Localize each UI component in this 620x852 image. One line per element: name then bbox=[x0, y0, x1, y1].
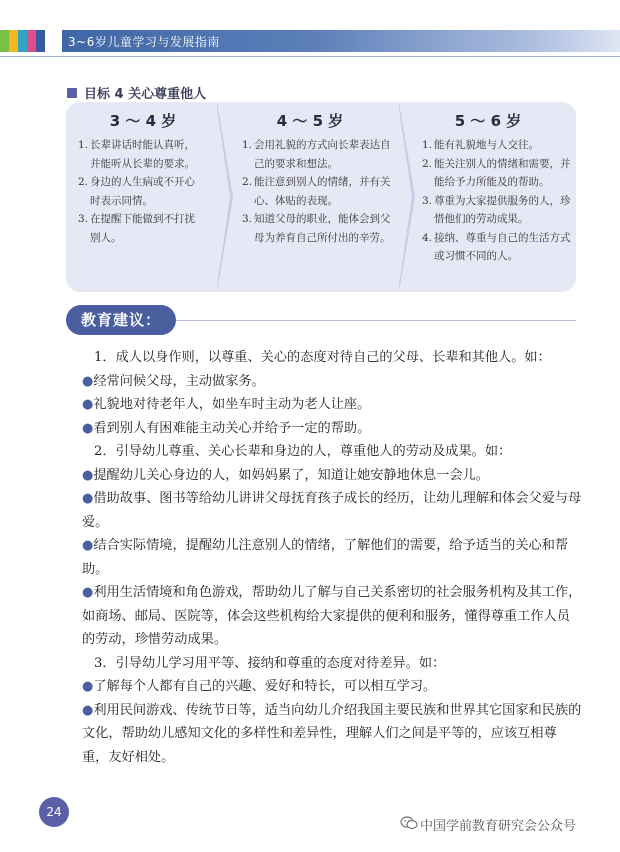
goal-title: 目标 4 关心尊重他人 bbox=[84, 87, 207, 102]
item-number: 1. bbox=[422, 139, 433, 151]
suggestions-heading: 教育建议： bbox=[66, 305, 176, 335]
item-text: 能注意到别人的情绪，并有关心、体贴的表现。 bbox=[254, 176, 391, 207]
paragraph-text: 了解每个人都有自己的兴趣、爱好和特长，可以相互学习。 bbox=[93, 679, 437, 694]
bullet-paragraph bbox=[70, 675, 582, 699]
age-card-4-5 bbox=[218, 102, 402, 292]
paragraph-text: 2．引导幼儿尊重、关心长辈和身边的人，尊重他人的劳动及成果。如： bbox=[94, 444, 512, 459]
header-color-strip bbox=[0, 30, 45, 52]
bullet-paragraph bbox=[70, 417, 582, 441]
item-number: 2. bbox=[422, 157, 433, 170]
item-number: 4. bbox=[422, 231, 433, 244]
age-goal-list bbox=[242, 136, 392, 247]
strip-cyan bbox=[18, 30, 27, 52]
list-item bbox=[422, 192, 572, 229]
bullet-icon: ● bbox=[82, 373, 94, 389]
age-label: 5 ～ 6 岁 bbox=[454, 112, 522, 130]
item-number: 3. bbox=[242, 213, 253, 225]
strip-pink bbox=[27, 30, 36, 52]
bullet-paragraph bbox=[70, 534, 582, 581]
age-goal-list bbox=[78, 136, 196, 247]
bullet-paragraph bbox=[70, 464, 582, 488]
running-header-title: 3~6岁儿童学习与发展指南 bbox=[68, 35, 220, 49]
age-label: 3 ～ 4 岁 bbox=[109, 112, 177, 130]
item-number: 2. bbox=[78, 176, 89, 188]
bullet-paragraph bbox=[70, 699, 582, 770]
item-text: 长辈讲话时能认真听，并能听从长辈的要求。 bbox=[90, 139, 195, 170]
item-text: 会用礼貌的方式向长辈表达自己的要求和想法。 bbox=[254, 139, 391, 170]
paragraph-text: 1．成人以身作则，以尊重、关心的态度对待自己的父母、长辈和其他人。如： bbox=[94, 350, 551, 365]
paragraph-text: 借助故事、图书等给幼儿讲讲父母抚育孩子成长的经历，让幼儿理解和体会父爱与母爱。 bbox=[82, 491, 582, 530]
bullet-paragraph bbox=[70, 393, 582, 417]
list-item bbox=[78, 173, 196, 210]
watermark-text: 中国学前教育研究会公众号 bbox=[420, 819, 577, 834]
paragraph-text: 利用生活情境和角色游戏，帮助幼儿了解与自己关系密切的社会服务机构及其工作，如商场、邮局、医院等，体会这些机构给大家提供的便利和服务，懂得尊重工作人员的劳动，珍惜劳动成果。 bbox=[82, 585, 582, 647]
item-text: 能关注别人的情绪和需要，并能给予力所能及的帮助。 bbox=[434, 157, 571, 188]
paragraph-text: 利用民间游戏、传统节日等，适当向幼儿介绍我国主要民族和世界其它国家和民族的文化，帮助幼儿感知文化的多样性和差异性，理解人们之间是平等的，应该互相尊重，友好相处。 bbox=[82, 702, 582, 765]
list-item bbox=[242, 173, 392, 210]
item-number: 2. bbox=[242, 176, 253, 188]
chevron-fill bbox=[398, 102, 412, 292]
age-label: 4 ～ 5 岁 bbox=[276, 112, 344, 130]
page-number-badge: 24 bbox=[39, 797, 69, 827]
numbered-paragraph bbox=[70, 652, 582, 676]
age-goal-list bbox=[422, 136, 572, 266]
list-item bbox=[242, 210, 392, 247]
list-item bbox=[242, 136, 392, 173]
strip-yellow bbox=[9, 30, 18, 52]
item-number: 1. bbox=[78, 139, 89, 151]
paragraph-text: 3．引导幼儿学习用平等、接纳和尊重的态度对待差异。如： bbox=[94, 655, 446, 671]
numbered-paragraph bbox=[70, 346, 582, 370]
header-divider bbox=[0, 56, 620, 57]
bullet-icon: ● bbox=[82, 538, 94, 553]
age-stage-cards bbox=[66, 102, 576, 292]
list-item bbox=[78, 210, 196, 247]
paragraph-text: 提醒幼儿关心身边的人，如妈妈累了，知道让她安静地休息一会儿。 bbox=[93, 467, 489, 483]
strip-green bbox=[0, 30, 9, 52]
age-card-3-4 bbox=[66, 102, 220, 292]
item-text: 在提醒下能做到不打扰别人。 bbox=[90, 213, 195, 244]
bullet-icon: ● bbox=[82, 467, 94, 483]
bullet-paragraph bbox=[70, 581, 582, 652]
item-text: 身边的人生病或不开心时表示同情。 bbox=[90, 176, 195, 207]
paragraph-text: 经常问候父母，主动做家务。 bbox=[93, 373, 265, 389]
list-item bbox=[422, 136, 572, 155]
paragraph-text: 结合实际情境，提醒幼儿注意别人的情绪，了解他们的需要，给予适当的关心和帮助。 bbox=[82, 538, 569, 577]
wechat-icon bbox=[400, 816, 418, 830]
item-text: 知道父母的职业，能体会到父母为养育自己所付出的辛劳。 bbox=[254, 213, 391, 244]
numbered-paragraph bbox=[70, 440, 582, 464]
bullet-icon: ● bbox=[82, 585, 94, 600]
bullet-icon: ● bbox=[82, 420, 94, 436]
paragraph-text: 看到别人有困难能主动关心并给予一定的帮助。 bbox=[93, 420, 371, 436]
paragraph-text: 礼貌地对待老年人，如坐车时主动为老人让座。 bbox=[93, 397, 371, 412]
suggestions-divider bbox=[176, 320, 576, 321]
bullet-paragraph bbox=[70, 370, 582, 394]
item-text: 接纳、尊重与自己的生活方式或习惯不同的人。 bbox=[434, 231, 571, 262]
list-item bbox=[422, 229, 572, 266]
item-text: 尊重为大家提供服务的人，珍惜他们的劳动成果。 bbox=[434, 194, 571, 225]
bullet-icon: ● bbox=[82, 491, 94, 506]
bullet-icon: ● bbox=[82, 397, 94, 412]
list-item bbox=[422, 155, 572, 192]
bullet-paragraph bbox=[70, 487, 582, 534]
suggestions-body bbox=[70, 346, 582, 769]
bullet-icon: ● bbox=[82, 679, 94, 694]
item-number: 3. bbox=[422, 194, 433, 207]
age-card-5-6 bbox=[400, 102, 576, 292]
goal-square-icon bbox=[67, 88, 77, 98]
item-number: 3. bbox=[78, 213, 89, 225]
item-text: 能有礼貌地与人交往。 bbox=[434, 139, 539, 151]
strip-blue bbox=[36, 30, 45, 52]
bullet-icon: ● bbox=[82, 702, 94, 718]
item-number: 1. bbox=[242, 139, 253, 151]
list-item bbox=[78, 136, 196, 173]
chevron-fill bbox=[216, 102, 230, 292]
